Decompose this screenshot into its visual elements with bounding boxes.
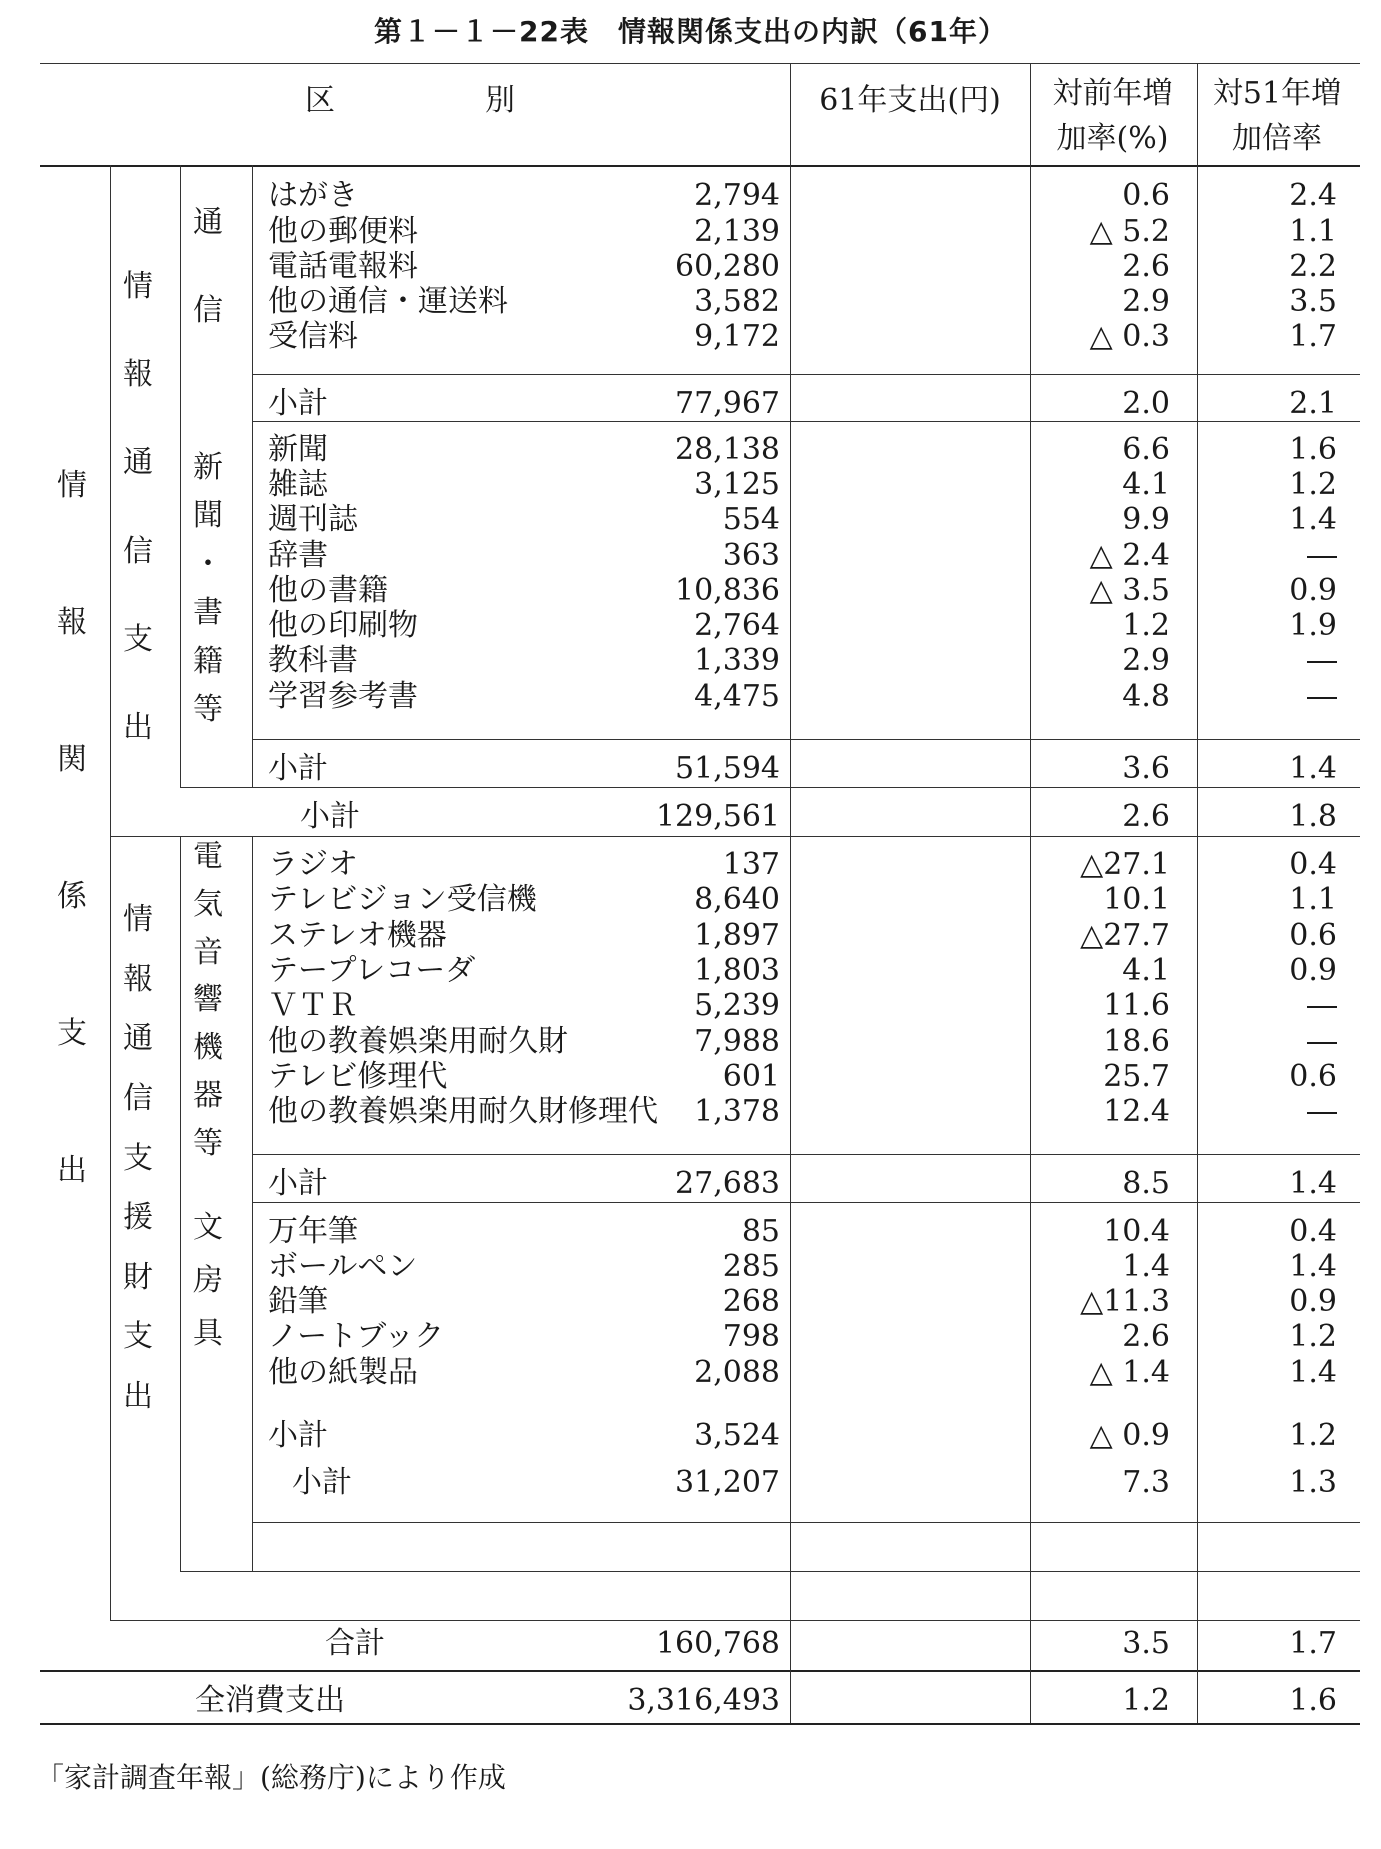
row-yoy-rate: 2.9 [1122,284,1170,319]
vertical-char: 等 [193,1125,223,1161]
vertical-char: 信 [123,1080,153,1116]
group-label-shinbun [188,450,228,727]
row-spending: 798 [722,1319,780,1354]
row-label: ノートブック [268,1319,445,1354]
row-spending: 601 [722,1059,780,1094]
row-yoy-rate: 1.2 [1122,1683,1170,1718]
row-label: 万年筆 [268,1214,358,1249]
vertical-char: 出 [57,1153,87,1188]
vertical-char: 援 [123,1200,153,1236]
group-label-info-support [118,902,158,1414]
row-label: 教科書 [268,643,358,678]
row-vs51-ratio: 1.4 [1289,1249,1337,1284]
group-label-info-comm [118,269,158,745]
row-label: 雑誌 [268,467,328,502]
row-label: 小計 [292,1465,352,1500]
vertical-char: 報 [123,357,153,393]
row-yoy-rate: 2.6 [1122,799,1170,834]
row-yoy-rate: 10.4 [1103,1214,1170,1249]
row-spending: 3,582 [694,284,780,319]
vertical-char: 器 [193,1078,223,1114]
vertical-char: 情 [57,468,87,503]
row-vs51-ratio: 1.2 [1289,1319,1337,1354]
row-spending: 28,138 [675,432,780,467]
row-vs51-ratio: 1.7 [1289,1626,1337,1661]
header-yoy-line1: 対前年増 [1052,76,1173,111]
row-yoy-rate: 11.6 [1103,988,1170,1023]
row-label: 小計 [268,1418,328,1453]
row-vs51-ratio: ― [1307,643,1337,678]
row-label: 小計 [268,751,328,786]
grid-hline [40,165,1360,167]
row-spending: 8,640 [694,882,780,917]
row-yoy-rate: 12.4 [1103,1094,1170,1129]
row-yoy-rate: 3.5 [1122,1626,1170,1661]
row-vs51-ratio: 0.6 [1289,1059,1337,1094]
row-label: ラジオ [268,847,358,882]
row-yoy-rate: 4.1 [1122,467,1170,502]
row-vs51-ratio: ― [1307,1094,1337,1129]
row-label: 他の教養娯楽用耐久財 [268,1024,568,1059]
row-spending: 31,207 [675,1465,780,1500]
row-label: はがき [268,178,358,213]
grid-hline [40,63,1360,64]
source-note: 「家計調査年報」(総務庁)により作成 [36,1761,506,1794]
vertical-char: 信 [193,293,223,328]
header-spending: 61年支出(円) [819,83,1001,118]
row-vs51-ratio: ― [1307,679,1337,714]
row-label: テレビ修理代 [268,1059,448,1094]
grid-hline [252,374,1360,375]
vertical-char: 新 [193,450,223,485]
row-vs51-ratio: 1.3 [1289,1465,1337,1500]
row-vs51-ratio: 1.4 [1289,1166,1337,1201]
row-yoy-rate: △ 3.5 [1089,573,1170,608]
row-label: ステレオ機器 [268,918,447,953]
row-vs51-ratio: 2.1 [1289,386,1337,421]
row-label: 他の書籍 [268,573,388,608]
row-spending: 77,967 [675,386,780,421]
row-yoy-rate: 0.6 [1122,178,1170,213]
row-spending: 27,683 [675,1166,780,1201]
row-label: テレビジョン受信機 [268,882,537,917]
row-vs51-ratio: 0.9 [1289,1284,1337,1319]
row-vs51-ratio: 2.4 [1289,178,1337,213]
row-yoy-rate: 6.6 [1122,432,1170,467]
row-yoy-rate: 2.6 [1122,1319,1170,1354]
row-vs51-ratio: ― [1307,1024,1337,1059]
vertical-char: 出 [123,1379,153,1414]
row-yoy-rate: 10.1 [1103,882,1170,917]
row-yoy-rate: 2.6 [1122,249,1170,284]
row-spending: 3,125 [694,467,780,502]
row-spending: 3,524 [694,1418,780,1453]
row-spending: 2,764 [694,608,780,643]
row-vs51-ratio: 0.6 [1289,918,1337,953]
vertical-char: 音 [193,934,223,970]
row-spending: 1,897 [694,918,780,953]
row-vs51-ratio: 1.1 [1289,214,1337,249]
row-label: 辞書 [268,538,328,573]
grid-hline [252,739,1360,740]
group-label-tsushin [188,205,228,328]
vertical-char: 聞 [193,498,223,534]
header-vs51-line1: 対51年増 [1212,76,1342,111]
row-yoy-rate: △ 5.2 [1089,214,1170,249]
grid-vline [252,165,253,788]
row-yoy-rate: △11.3 [1080,1284,1170,1319]
row-yoy-rate: △ 0.3 [1089,319,1170,354]
row-label: 他の教養娯楽用耐久財修理代 [268,1094,658,1129]
vertical-char: 機 [193,1030,223,1066]
row-label: 全消費支出 [195,1683,345,1718]
table-title: 第１－１－22表 情報関係支出の内訳（61年） [374,15,1007,48]
vertical-char: 響 [193,982,223,1018]
row-vs51-ratio: 0.9 [1289,953,1337,988]
vertical-char: 電 [193,839,223,874]
vertical-char: 支 [123,1140,153,1176]
row-yoy-rate: 2.9 [1122,643,1170,678]
row-spending: 363 [722,538,780,573]
row-yoy-rate: △27.1 [1080,847,1170,882]
row-spending: 51,594 [675,751,780,786]
row-vs51-ratio: 3.5 [1289,284,1337,319]
row-spending: 160,768 [655,1626,780,1661]
row-spending: 1,803 [694,953,780,988]
vertical-char: 書 [193,595,223,631]
row-label: 新聞 [268,432,328,467]
vertical-char: 信 [123,533,153,569]
row-vs51-ratio: 0.4 [1289,847,1337,882]
row-vs51-ratio: ― [1307,988,1337,1023]
row-yoy-rate: 1.2 [1122,608,1170,643]
row-yoy-rate: △ 0.9 [1089,1418,1170,1453]
vertical-char: 財 [123,1259,153,1295]
row-yoy-rate: 2.0 [1122,386,1170,421]
grid-hline [252,1522,1360,1523]
vertical-char: 籍 [193,643,223,679]
row-label: 週刊誌 [268,502,358,537]
grid-vline [110,165,111,1620]
vertical-char: 通 [123,445,153,481]
row-label: テープレコーダ [268,953,476,988]
grid-vline [180,165,181,788]
vertical-char: 等 [193,691,223,727]
row-spending: 9,172 [694,319,780,354]
row-spending: 4,475 [694,679,780,714]
header-yoy-line2: 加率(%) [1056,121,1169,156]
row-vs51-ratio: 1.2 [1289,467,1337,502]
row-label: 他の紙製品 [268,1355,418,1390]
vertical-char: 係 [57,879,87,914]
vertical-char: 支 [123,621,153,657]
row-yoy-rate: △ 2.4 [1089,538,1170,573]
row-vs51-ratio: 1.4 [1289,1355,1337,1390]
row-yoy-rate: 18.6 [1103,1024,1170,1059]
row-label: 他の印刷物 [268,608,418,643]
row-vs51-ratio: 1.6 [1289,432,1337,467]
row-spending: 2,088 [694,1355,780,1390]
vertical-char: 報 [123,961,153,997]
vertical-char: 通 [123,1021,153,1057]
row-label: 鉛筆 [268,1284,328,1319]
row-label: 他の通信・運送料 [268,284,508,319]
row-spending: 2,139 [694,214,780,249]
group-label-bunbougu [188,1210,228,1351]
row-vs51-ratio: 1.4 [1289,751,1337,786]
row-vs51-ratio: 1.8 [1289,799,1337,834]
vertical-char: 出 [123,709,153,745]
grid-hline [180,1571,1360,1572]
row-yoy-rate: 3.6 [1122,751,1170,786]
row-yoy-rate: △27.7 [1080,918,1170,953]
row-label: 学習参考書 [268,679,418,714]
vertical-char: 房 [193,1263,223,1298]
vertical-char: 支 [57,1016,87,1051]
grid-vline [790,63,791,1723]
grid-vline [252,836,253,1571]
row-label: 小計 [300,799,360,834]
vertical-char: 通 [193,205,223,240]
vertical-char: 関 [57,742,87,777]
row-vs51-ratio: 0.4 [1289,1214,1337,1249]
row-label: ＶＴＲ [268,988,358,1023]
group-label-denki [188,839,228,1161]
row-vs51-ratio: 0.9 [1289,573,1337,608]
row-spending: 3,316,493 [627,1683,780,1718]
vertical-char: 報 [57,605,87,640]
row-yoy-rate: 25.7 [1103,1059,1170,1094]
vertical-char: 情 [123,902,153,937]
row-vs51-ratio: 1.7 [1289,319,1337,354]
row-yoy-rate: 7.3 [1122,1465,1170,1500]
grid-hline [252,1154,1360,1155]
row-label: 小計 [268,386,328,421]
row-vs51-ratio: 2.2 [1289,249,1337,284]
vertical-char: 気 [193,886,223,922]
grid-vline [1030,63,1031,1723]
vertical-char: ・ [193,546,223,582]
row-yoy-rate: △ 1.4 [1089,1355,1170,1390]
row-spending: 554 [722,502,780,537]
row-yoy-rate: 4.8 [1122,679,1170,714]
row-spending: 10,836 [675,573,780,608]
row-spending: 5,239 [694,988,780,1023]
row-vs51-ratio: ― [1307,538,1337,573]
row-yoy-rate: 1.4 [1122,1249,1170,1284]
row-vs51-ratio: 1.9 [1289,608,1337,643]
grid-hline [40,1670,1360,1672]
row-yoy-rate: 9.9 [1122,502,1170,537]
grid-hline [180,787,1360,788]
row-yoy-rate: 8.5 [1122,1166,1170,1201]
vertical-char: 支 [123,1319,153,1355]
row-vs51-ratio: 1.2 [1289,1418,1337,1453]
grid-hline [252,1202,1360,1203]
row-spending: 285 [722,1249,780,1284]
grid-hline [110,1620,1360,1621]
row-spending: 129,561 [655,799,780,834]
row-vs51-ratio: 1.1 [1289,882,1337,917]
row-label: 小計 [268,1166,328,1201]
row-spending: 7,988 [694,1024,780,1059]
grid-hline [252,421,1360,422]
header-category: 区 別 [305,83,515,118]
row-label: ボールペン [268,1249,418,1284]
row-spending: 1,339 [694,643,780,678]
grid-vline [1197,63,1198,1723]
vertical-char: 情 [123,269,153,304]
vertical-char: 具 [193,1316,223,1351]
row-spending: 1,378 [694,1094,780,1129]
row-label: 電話電報料 [268,249,418,284]
grid-hline [110,836,1360,837]
grid-vline [180,836,181,1571]
row-spending: 85 [741,1214,780,1249]
row-label: 他の郵便料 [268,214,418,249]
row-label: 合計 [325,1626,385,1661]
row-vs51-ratio: 1.4 [1289,502,1337,537]
row-spending: 137 [722,847,780,882]
grid-hline [40,1723,1360,1725]
row-yoy-rate: 4.1 [1122,953,1170,988]
row-vs51-ratio: 1.6 [1289,1683,1337,1718]
row-spending: 268 [722,1284,780,1319]
vertical-char: 文 [193,1210,223,1245]
row-spending: 2,794 [694,178,780,213]
row-label: 受信料 [268,319,358,354]
group-label-outer [52,468,92,1188]
row-spending: 60,280 [675,249,780,284]
header-vs51-line2: 加倍率 [1232,121,1322,156]
